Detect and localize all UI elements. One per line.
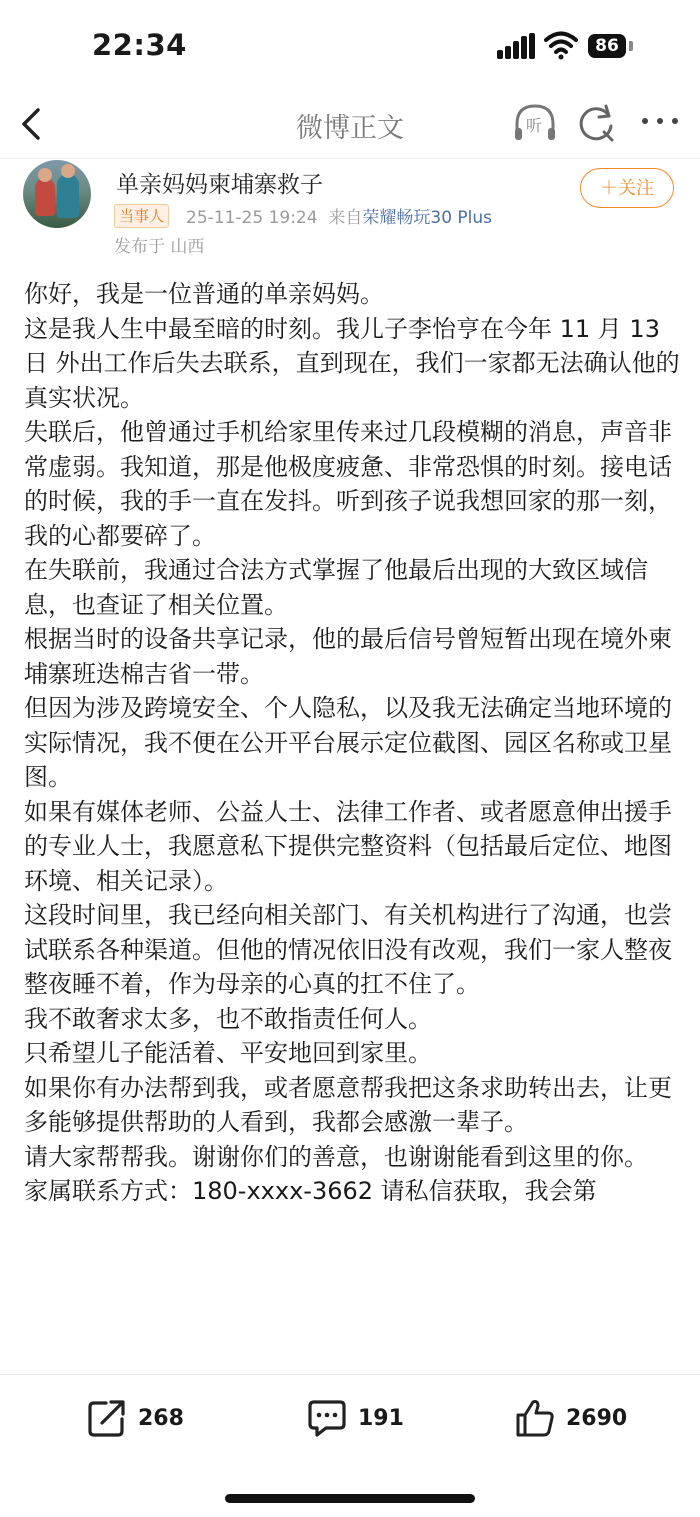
divider xyxy=(0,158,700,159)
post-meta xyxy=(186,203,492,228)
avatar[interactable] xyxy=(23,160,91,228)
post-content xyxy=(24,277,680,1209)
repost-button[interactable] xyxy=(86,1393,184,1443)
paragraph: 家属联系方式：180-xxxx-3662 请私信获取，我会第 xyxy=(24,1177,597,1205)
comment-button[interactable] xyxy=(306,1393,404,1443)
battery-tip xyxy=(629,41,633,51)
paragraph: 如果你有办法帮到我，或者愿意帮我把这条求助转出去，让更多能够提供帮助的人看到，我都会感激一辈子。 xyxy=(24,1073,672,1136)
paragraph: 根据当时的设备共享记录，他的最后信号曾短暂出现在境外柬埔寨班迭棉吉省一带。 xyxy=(24,625,672,688)
source-prefix: 来自 xyxy=(328,208,363,228)
comment-icon xyxy=(306,1397,348,1439)
page-title: 微博正文 xyxy=(296,113,404,144)
paragraph: 只希望儿子能活着、平安地回到家里。 xyxy=(24,1039,432,1067)
battery-indicator: 86 xyxy=(588,34,626,58)
paragraph: 如果有媒体老师、公益人士、法律工作者、或者愿意伸出援手的专业人士，我愿意私下提供完整资料（包括最后定位、地图环境、相关记录）。 xyxy=(24,797,672,895)
repost-count: 268 xyxy=(138,1405,184,1431)
paragraph: 你好，我是一位普通的单亲妈妈。 xyxy=(24,280,384,308)
action-bar xyxy=(0,1375,700,1517)
device-source[interactable]: 荣耀畅玩30 Plus xyxy=(362,208,493,228)
home-indicator xyxy=(225,1494,475,1503)
like-button[interactable] xyxy=(514,1393,627,1443)
listen-button[interactable] xyxy=(512,102,558,144)
paragraph: 失联后，他曾通过手机给家里传来过几段模糊的消息，声音非常虚弱。我知道，那是他极度疲惫、非常恐惧的时刻。接电话的时候，我的手一直在发抖。听到孩子说我想回家的那一刻，我的心都要碎了。 xyxy=(24,418,672,550)
content-fade xyxy=(0,1342,700,1376)
author-name[interactable]: 单亲妈妈柬埔寨救子 xyxy=(116,172,323,198)
paragraph: 请大家帮帮我。谢谢你们的善意，也谢谢能看到这里的你。 xyxy=(24,1142,648,1171)
refresh-icon[interactable] xyxy=(578,104,616,142)
signal-icon xyxy=(497,33,535,59)
comment-count: 191 xyxy=(358,1405,404,1431)
status-time: 22:34 xyxy=(92,28,187,62)
follow-button[interactable]: ＋关注 xyxy=(580,168,674,208)
thumbs-up-icon xyxy=(514,1397,556,1439)
paragraph: 但因为涉及跨境安全、个人隐私，以及我无法确定当地环境的实际情况，我不便在公开平台展示定位截图、园区名称或卫星图。 xyxy=(24,694,672,791)
more-icon[interactable] xyxy=(640,114,680,130)
paragraph: 在失联前，我通过合法方式掌握了他最后出现的大致区域信息，也查证了相关位置。 xyxy=(24,556,648,619)
listen-label: 听 xyxy=(526,116,543,135)
post-timestamp: 25-11-25 19:24 xyxy=(186,208,318,228)
post-location: 发布于 山西 xyxy=(114,237,205,257)
like-count: 2690 xyxy=(566,1405,628,1431)
paragraph: 我不敢奢求太多，也不敢指责任何人。 xyxy=(24,1004,432,1033)
nav-bar xyxy=(0,92,700,158)
share-icon xyxy=(86,1397,128,1439)
party-tag: 当事人 xyxy=(114,204,169,228)
wifi-icon xyxy=(544,30,578,60)
status-bar xyxy=(0,0,700,92)
paragraph: 这是我人生中最至暗的时刻。我儿子李怡亨在今年 11 月 13日 外出工作后失去联系，直到现在，我们一家都无法确认他的真实状况。 xyxy=(24,314,680,412)
paragraph: 这段时间里，我已经向相关部门、有关机构进行了沟通，也尝试联系各种渠道。但他的情况依旧没有改观，我们一家人整夜整夜睡不着，作为母亲的心真的扛不住了。 xyxy=(24,901,672,998)
